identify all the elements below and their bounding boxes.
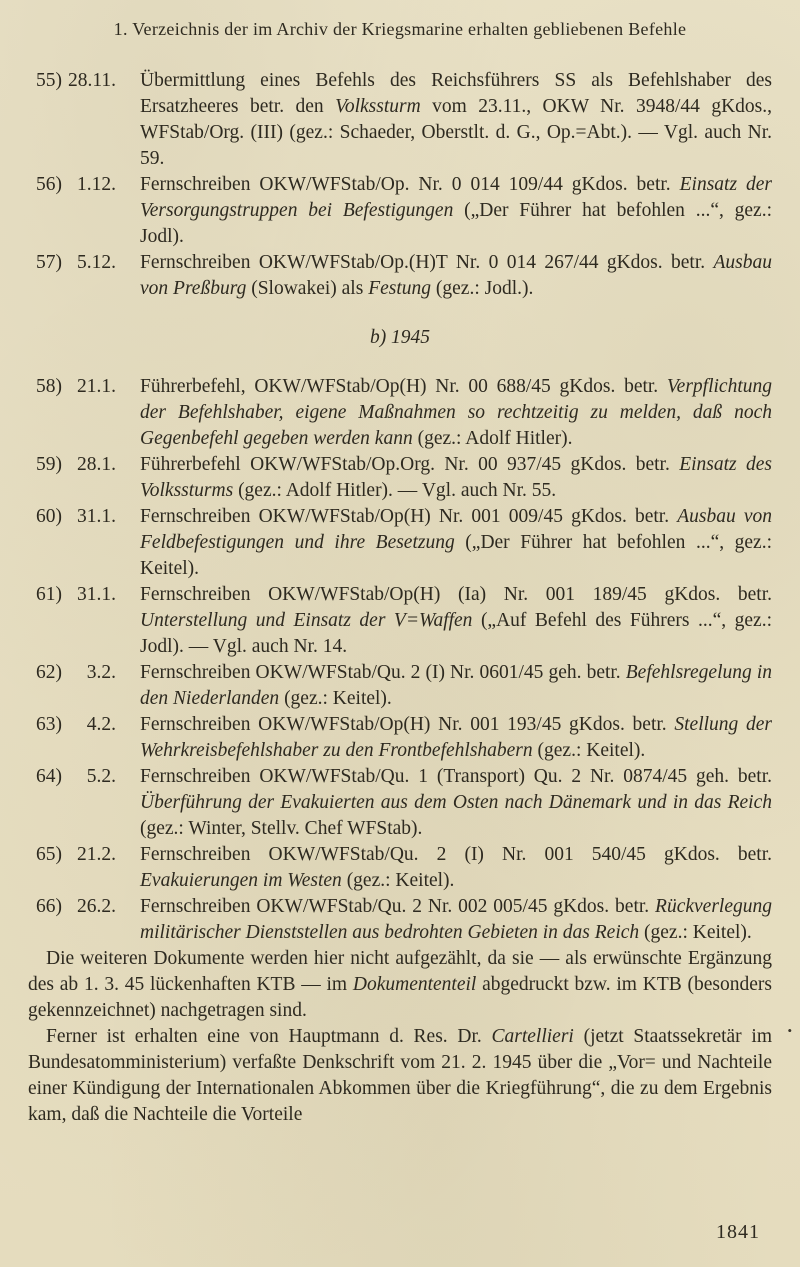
list-item [28, 68, 772, 172]
print-artifact-dot: • [787, 1023, 792, 1038]
entry-number: 58) [36, 376, 62, 397]
entry-number: 65) [36, 844, 62, 865]
list-item [28, 452, 772, 504]
entry-date: 28.11. [67, 70, 116, 91]
entry-text: Fernschreiben OKW/WFStab/Qu. 2 (I) Nr. 001 540/45 gKdos. betr. Evakuierungen im Westen (gez.: Keitel). [140, 844, 772, 891]
list-item [28, 374, 772, 452]
list-item [28, 764, 772, 842]
list-item [28, 250, 772, 302]
entry-number: 57) [36, 252, 62, 273]
entry-text: Führerbefehl OKW/WFStab/Op.Org. Nr. 00 937/45 gKdos. betr. Einsatz des Volkssturms (gez.: Adolf Hitler). — Vgl. auch Nr. 55. [140, 454, 772, 501]
section-heading-1945: b) 1945 [369, 327, 431, 348]
entry-date: 26.2. [77, 896, 116, 917]
entry-number: 61) [36, 584, 62, 605]
entry-text: Fernschreiben OKW/WFStab/Op(H) Nr. 001 193/45 gKdos. betr. Stellung der Wehrkreisbefehlshaber zu den Frontbefehlshabern (gez.: Keitel). [140, 714, 773, 761]
entry-date: 4.2. [86, 714, 116, 735]
entry-date: 21.2. [77, 844, 116, 865]
entry-text: Fernschreiben OKW/WFStab/Qu. 2 Nr. 002 005/45 gKdos. betr. Rückverlegung militärischer Dienststellen aus bedrohten Gebieten in das Reich (gez.: Keitel). [140, 896, 772, 943]
entry-text: Fernschreiben OKW/WFStab/Op(H) Nr. 001 009/45 gKdos. betr. Ausbau von Feldbefestigungen und ihre Besetzung („Der Führer hat befohlen ...“, gez.: Keitel). [140, 506, 773, 579]
entry-text: Fernschreiben OKW/WFStab/Qu. 2 (I) Nr. 0601/45 geh. betr. Befehlsregelung in den Niederlanden (gez.: Keitel). [140, 662, 772, 709]
entry-text: Fernschreiben OKW/WFStab/Op. Nr. 0 014 109/44 gKdos. betr. Einsatz der Versorgungstruppen bei Befestigungen („Der Führer hat befohlen ...“, gez.: Jodl). [140, 174, 773, 247]
entry-number: 55) [36, 70, 62, 91]
running-head: 1. Verzeichnis der im Archiv der Kriegsmarine erhalten gebliebenen Befehle [113, 19, 687, 39]
entry-date: 1.12. [77, 174, 116, 195]
list-item [28, 712, 772, 764]
entry-date: 3.2. [86, 662, 116, 683]
entry-date: 5.12. [77, 252, 116, 273]
order-list-1945 [28, 374, 772, 946]
entry-date: 31.1. [77, 584, 116, 605]
list-item [28, 842, 772, 894]
entry-number: 62) [36, 662, 62, 683]
list-item [28, 504, 772, 582]
closing-paragraph-denkschrift: Ferner ist erhalten eine von Hauptmann d. Res. Dr. Cartellieri (jetzt Staatssekretär im Bundesatomministerium) verfaßte Denkschrift vom 21. 2. 1945 über die „Vor= und Nachteile einer Kündigung der Internationalen Abkommen über die Kriegführung“, die zu dem Ergebnis kam, daß die Nachteile die Vorteile [28, 1026, 772, 1125]
closing-paragraph-documents: Die weiteren Dokumente werden hier nicht aufgezählt, da sie — als erwünschte Ergänzung des ab 1. 3. 45 lückenhaften KTB — im Dokumententeil abgedruckt bzw. im KTB (besonders gekennzeichnet) nachgetragen sind. [28, 948, 772, 1021]
entry-number: 60) [36, 506, 62, 527]
entry-date: 28.1. [77, 454, 116, 475]
list-item [28, 660, 772, 712]
entry-text: Übermittlung eines Befehls des Reichsführers SS als Befehlshaber des Ersatzheeres betr. den Volkssturm vom 23.11., OKW Nr. 3948/44 gKdos., WFStab/Org. (III) (gez.: Schaeder, Oberstlt. d. G., Op.=Abt.). — Vgl. auch Nr. 59. [140, 70, 772, 169]
entry-number: 63) [36, 714, 62, 735]
entry-date: 31.1. [77, 506, 116, 527]
entry-text: Führerbefehl, OKW/WFStab/Op(H) Nr. 00 688/45 gKdos. betr. Verpflichtung der Befehlshaber, eigene Maßnahmen so rechtzeitig zu melden, daß noch Gegenbefehl gegeben werden kann (gez.: Adolf Hitler). [140, 376, 772, 449]
entry-number: 66) [36, 896, 62, 917]
entry-text: Fernschreiben OKW/WFStab/Op.(H)T Nr. 0 014 267/44 gKdos. betr. Ausbau von Preßburg (Slowakei) als Festung (gez.: Jodl.). [140, 252, 772, 299]
order-list-1944 [28, 68, 772, 302]
entry-date: 5.2. [86, 766, 116, 787]
entry-number: 56) [36, 174, 62, 195]
list-item [28, 894, 772, 946]
page-number: 1841 [716, 1221, 760, 1243]
entry-text: Fernschreiben OKW/WFStab/Qu. 1 (Transport) Qu. 2 Nr. 0874/45 geh. betr. Überführung der Evakuierten aus dem Osten nach Dänemark und in das Reich (gez.: Winter, Stellv. Chef WFStab). [140, 766, 772, 839]
list-item [28, 582, 772, 660]
list-item [28, 172, 772, 250]
entry-number: 64) [36, 766, 62, 787]
entry-date: 21.1. [77, 376, 116, 397]
entry-number: 59) [36, 454, 62, 475]
entry-text: Fernschreiben OKW/WFStab/Op(H) (Ia) Nr. 001 189/45 gKdos. betr. Unterstellung und Einsatz der V=Waffen („Auf Befehl des Führers ...“, gez.: Jodl). — Vgl. auch Nr. 14. [140, 584, 772, 657]
